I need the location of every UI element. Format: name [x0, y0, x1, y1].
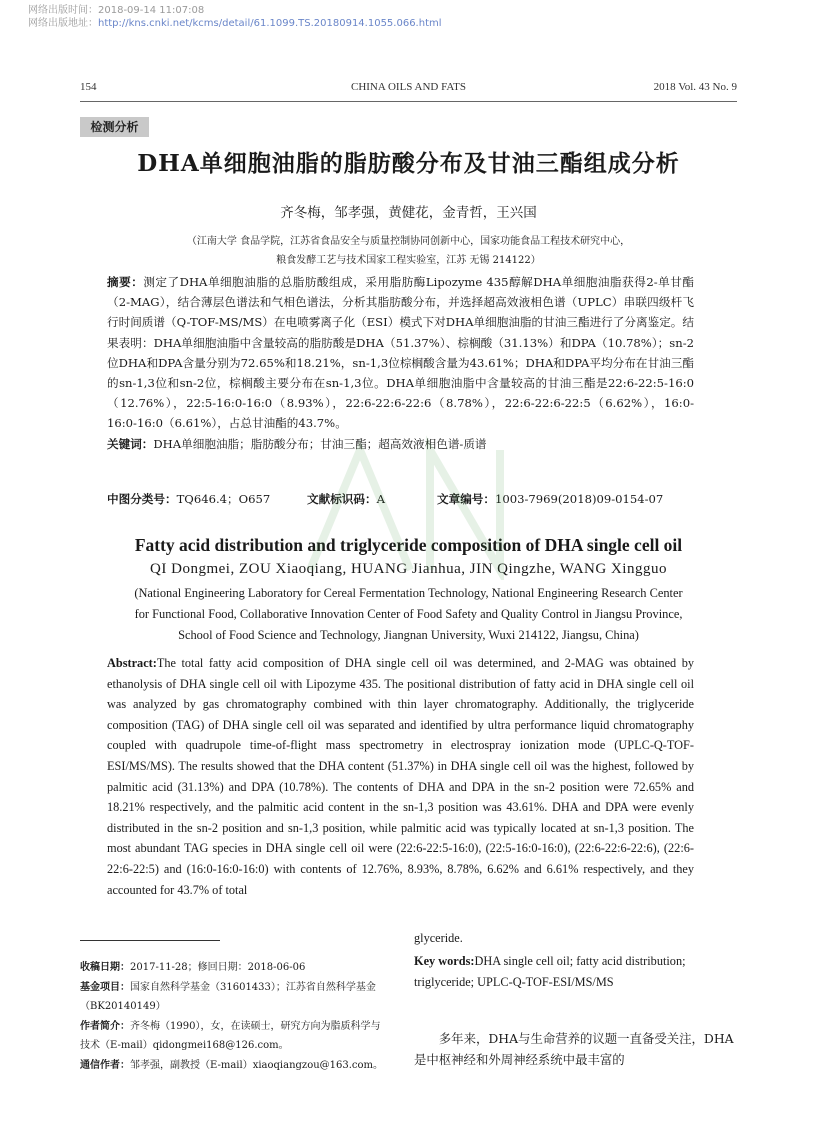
abstract-cn-text: 测定了DHA单细胞油脂的总脂肪酸组成，采用脂肪酶Lipozyme 435醇解DHA单细胞油脂获得2-单甘酯（2-MAG），结合薄层色谱法和气相色谱法，分析其脂肪酸分布，并选择超高效液相色谱（UPLC）串联四级杆飞行时间质谱（Q-TOF-MS/MS）在电喷雾离子化（ESI）模式下对DHA单细胞油脂的甘油三酯进行了分离鉴定。结果表明：DHA单细胞油脂中含量较高的脂肪酸是DHA（51.37%）、棕榈酸（31.13%）和DPA（10.78%）；sn-2位DHA和DPA含量分别为72.65%和18.21%，sn-1,3位棕榈酸含量为43.61%；DHA和DPA平均分布在甘油三酯的sn-1,3位和sn-2位，棕榈酸主要分布在sn-1,3位。DHA单细胞油脂中含量较高的甘油三酯是22:6-22:5-16:0（12.76%），22:5-16:0-16:0（8.93%），22:6-22:6-22:6（8.78%），22:6-22:6-22:5（6.62%），16:0-16:0-16:0（6.61%），占总甘油酯的43.7%。: [107, 275, 694, 431]
affiliation-en-line-2: for Functional Food, Collaborative Innovation Center of Food Safety and Quality Control in Jiangsu Province,: [134, 607, 683, 621]
authors-en: QI Dongmei, ZOU Xiaoqiang, HUANG Jianhua, JIN Qingzhe, WANG Xingguo: [150, 561, 667, 577]
body-paragraph: 多年来，DHA与生命营养的议题一直备受关注，DHA是中枢神经和外周神经系统中最丰富的: [414, 1031, 734, 1067]
abstract-en-text: The total fatty acid composition of DHA single cell oil was determined, and 2-MAG was obtained by ethanolysis of DHA single cell oil with Lipozyme 435. The positional distribution of fatty acid in DHA single cell oil was analyzed by gas chromatography combined with thin layer chromatography. Additionally, the triglyceride composition (TAG) of DHA single cell oil was separated and identified by ultra performance liquid chromatography coupled with quadrupole time-of-flight mass spectrometry in electrospray ionization mode (UPLC-Q-TOF-ESI/MS/MS). The results showed that the DHA content (51.37%) in DHA single cell oil was the highest, followed by palmitic acid (31.13%) and DPA (10.78%). The contents of DHA and DPA in the sn-2 position were 72.65% and 18.21% respectively, and the palmitic acid content in the sn-1,3 position was 43.61%. DHA and DPA were evenly distributed in the sn-2 position and sn-1,3 position, while palmitic acid was typically located at sn-1,3 position. The most abundant TAG species in DHA single cell oil were (22:6-22:5-16:0), (22:5-16:0-16:0), (22:6-22:6-22:6), (22:6-22:6-22:5) and (16:0-16:0-16:0) with contents of 12.76%, 8.93%, 8.78%, 6.62% and 6.61% respectively, and they accounted for 43.7% of total: [107, 656, 694, 897]
abstract-en: [107, 653, 694, 900]
affiliation-en-line-3: School of Food Science and Technology, Jiangnan University, Wuxi 214122, Jiangsu, China): [178, 628, 639, 642]
keywords-en-text: DHA single cell oil; fatty acid distribution; triglyceride; UPLC-Q-TOF-ESI/MS/MS: [414, 954, 686, 989]
journal-name: CHINA OILS AND FATS: [350, 81, 466, 93]
online-address-link[interactable]: http://kns.cnki.net/kcms/detail/61.1099.TS.20180914.1055.066.html: [98, 18, 442, 29]
keywords-en: [414, 951, 694, 992]
footnote-funding: 基金项目：国家自然科学基金（31601433）；江苏省自然科学基金（BK20140149）: [80, 981, 376, 1012]
abstract-cn: [107, 272, 694, 454]
keywords-cn-text: DHA单细胞油脂；脂肪酸分布；甘油三酯；超高效液相色谱-质谱: [153, 436, 487, 451]
body-text-start: [414, 1028, 737, 1070]
affiliation-cn-line-2: 粮食发酵工艺与技术国家工程实验室，江苏 无锡 214122）: [276, 255, 541, 266]
abstract-en-tail: glyceride.: [414, 931, 463, 945]
online-publish-address: [28, 17, 442, 30]
paper-title-cn: DHA单细胞油脂的脂肪酸分布及甘油三酯组成分析: [137, 150, 680, 177]
header-rule: [80, 101, 737, 102]
affiliation-cn-line-1: （江南大学 食品学院，江苏省食品安全与质量控制协同创新中心，国家功能食品工程技术研究中心，: [186, 236, 631, 247]
clc-number: 中图分类号：TQ646.4；O657: [107, 492, 271, 506]
abstract-cn-label: 摘要：: [107, 275, 144, 289]
keywords-cn-label: 关键词：: [107, 436, 154, 451]
footnote-rule: [80, 940, 220, 941]
section-tag: 检测分析: [80, 117, 149, 137]
online-publish-time: 网络出版时间：2018-09-14 11:07:08: [28, 5, 205, 16]
footnotes: [80, 958, 390, 1075]
affiliation-en-line-1: (National Engineering Laboratory for Cereal Fermentation Technology, National Engineering Research Center: [134, 586, 683, 600]
watermark-shape: [300, 430, 530, 580]
article-number: 文章编号：1003-7969(2018)09-0154-07: [437, 492, 664, 506]
keywords-en-label: Key words:: [414, 954, 475, 968]
issue-info: 2018 Vol. 43 No. 9: [653, 81, 737, 93]
page-number: 154: [80, 81, 97, 93]
footnote-author-bio: 作者简介：齐冬梅（1990），女，在读硕士，研究方向为脂质科学与技术（E-mail）qidongmei168@126.com。: [80, 1020, 381, 1051]
abstract-en-label: Abstract:: [107, 656, 157, 670]
online-address-label: 网络出版地址：: [28, 18, 98, 29]
paper-title-en: Fatty acid distribution and triglyceride composition of DHA single cell oil: [134, 535, 683, 555]
authors-cn: 齐冬梅，邹孝强，黄健花，金青哲，王兴国: [280, 205, 537, 221]
footnote-correspondence: 通信作者：邹孝强，副教授（E-mail）xiaoqiangzou@163.com。: [80, 1059, 384, 1071]
footnote-received: 收稿日期：2017-11-28；修回日期：2018-06-06: [80, 962, 306, 973]
document-code: 文献标识码：A: [307, 492, 385, 506]
